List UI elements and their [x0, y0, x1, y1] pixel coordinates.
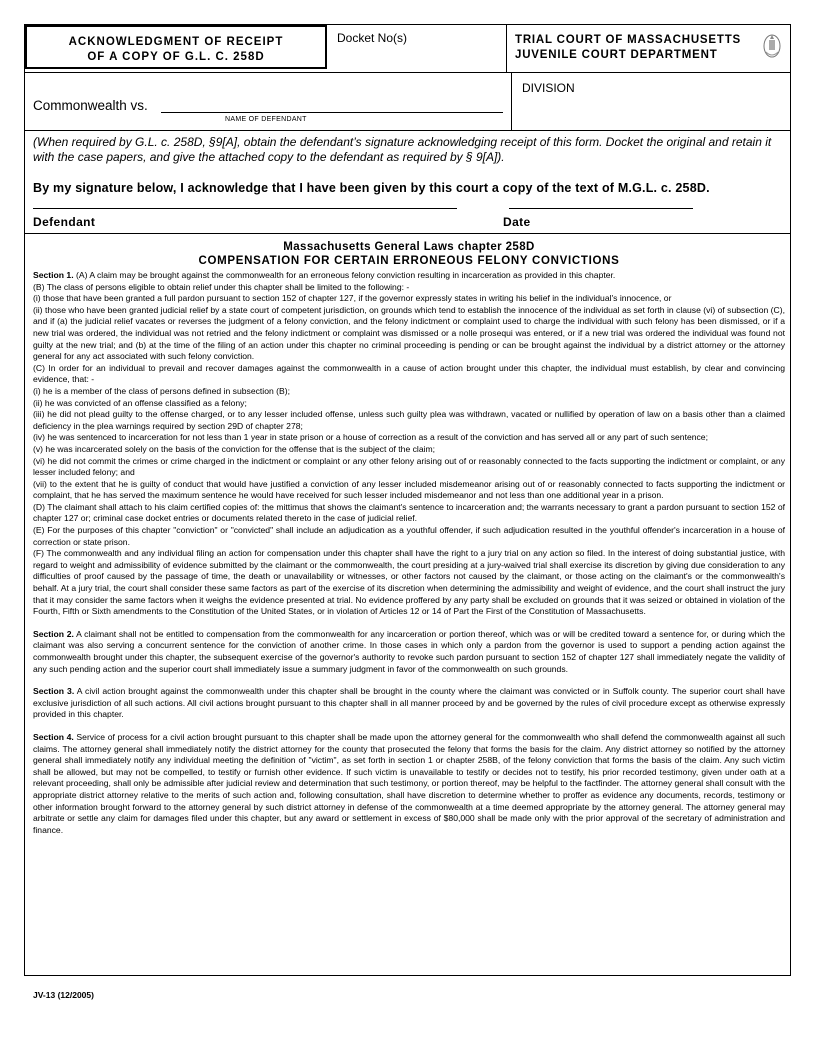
section-1-c-iii: (iii) he did not plead guilty to the offense charged, or to any lesser included offense, unless such guilty plea was withdrawn, vacated or nullified by operation of law on a basis other than a claimed deficiency in the plea warnings required by section 29D of chapter 278; — [33, 409, 785, 431]
section-4 — [33, 732, 785, 836]
section-1-c-ii: (ii) he was convicted of an offense classified as a felony; — [33, 397, 247, 408]
form-title-line2: OF A COPY OF G.L. C. 258D — [87, 51, 265, 63]
docket-label: Docket No(s) — [337, 31, 408, 45]
defendant-name-sublabel: NAME OF DEFENDANT — [225, 116, 307, 123]
section-1-c-vi: (vi) he did not commit the crimes or crime charged in the indictment or complaint or any other felony arising out of or reasonably connected to the facts supporting the indictment or complaint, or any lesser included felony; and — [33, 455, 785, 478]
form-number: JV-13 (12/2005) — [33, 990, 94, 1000]
state-seal-icon — [762, 32, 782, 60]
section-2 — [33, 629, 785, 675]
form-header — [25, 25, 790, 73]
section-1-c-i: (i) he is a member of the class of persons defined in subsection (B); — [33, 385, 290, 396]
section-1-a-text: (A) A claim may be brought against the commonwealth for an erroneous felony conviction resulting in incarceration as provided in this chapter. — [73, 270, 616, 280]
section-1-c-iv: (iv) he was sentenced to incarceration for not less than 1 year in state prison or a house of correction as a result of the conviction and has served all or any part of such sentence; — [33, 432, 708, 443]
statute-title: Massachusetts General Laws chapter 258D — [283, 241, 535, 253]
statute-text — [33, 236, 785, 836]
section-4-heading: Section 4. — [33, 731, 74, 742]
acknowledgment-statement: By my signature below, I acknowledge that I have been given by this court a copy of the text of M.G.L. c. 258D. — [33, 181, 710, 195]
section-1-f: (F) The commonwealth and any individual filing an action for compensation under this chapter shall have the right to a jury trial on any action so filed. In the interest of doing substantial justice, with regard to weight and admissibility of evidence submitted by the claimant or the commonwealth, the court presiding at a jury-waived trial shall exercise its discretion by giving due consideration to any difficulties of proof caused by the passage of time, the death or unavailability or witnesses, or other factors not caused by the claimant, or those acting on the claimant's or the commonwealth's behalf. At a jury trial, the court shall consider these same factors as part of the exercise of its discretion when determining the admissibility and weight of evidence, and the court shall instruct the jury that it may consider the same factors when it weighs the evidence presented at trial. No evidence proffered by any party shall be excluded on grounds that it was seized or obtained in violation of the Fourth, Fifth or Sixth amendments to the Constitution of the United States, or in violation of Articles 12 or 14 of Part the First of the Constitution of Massachusetts. — [33, 548, 785, 617]
court-name-box — [507, 25, 790, 72]
acknowledgment-section — [25, 130, 790, 234]
section-1-b: (B) The class of persons eligible to obtain relief under this chapter shall be limited to the following: - — [33, 281, 410, 292]
section-3-heading: Section 3. — [33, 686, 75, 697]
defendant-label: Defendant — [33, 215, 96, 229]
section-1-d: (D) The claimant shall attach to his claim certified copies of: the mittimus that shows the claimant's sentence to incarceration and; the warrants necessary to grant a pardon pursuant to section 152 of chapter 127 or; criminal case docket entries or documents related thereto in the case of judicial relief. — [33, 501, 785, 524]
form-frame — [24, 24, 791, 976]
caption-row — [25, 72, 790, 131]
section-4-text: Service of process for a civil action brought pursuant to this chapter shall be made upon the attorney general for the commonwealth who shall defend the commonwealth against all such claims. The attorney general shall immediately notify the district attorney for the county that prosecuted the felony that forms the basis for the claim. Any district attorney so notified by the attorney general shall immediately notify any individual meeting the definition of "victim", as set forth in section 1 or chapter 258B, of the felony conviction that forms the basis of the claim. Any such victim shall be allowed, but may not be compelled, to testify or furnish other evidence. If such victim is unavailable to testify or decides not to testify, his prior recorded testimony, given under oath at a relevant proceeding, shall only be admissible after judicial review and determination that such testimony, or portion thereof, may be helpful to the factfinder. The attorney general shall consult with the appropriate district attorney relative to the merits of such action and, following consultation, shall have discretion to determine whether to proffer as evidence any documents, records, testimony or other information brought forward to the attorney general by such district attorney in defense of the commonwealth at a time deemed appropriate by the attorney general. The attorney general may arbitrate or settle any claim for damages filed under this chapter, but any award or settlement in excess of $80,000 shall be made only with the prior approval of the secretary of administration and finance. — [33, 731, 786, 835]
date-signature-line[interactable] — [509, 196, 693, 209]
court-name-line1: TRIAL COURT OF MASSACHUSETTS — [515, 34, 741, 46]
form-title-box — [25, 25, 327, 69]
division-field[interactable] — [511, 72, 790, 130]
instructions-text: (When required by G.L. c. 258D, §9[A], obtain the defendant’s signature acknowledging receipt of this form. Docket the original and retain it with the case papers, and give the attached copy to the defendant as required by § 9[A]). — [33, 135, 772, 164]
section-2-heading: Section 2. — [33, 628, 74, 639]
division-label: DIVISION — [522, 81, 575, 95]
defendant-name-field[interactable] — [161, 112, 503, 113]
court-name-line2: JUVENILE COURT DEPARTMENT — [515, 49, 718, 61]
defendant-signature-line[interactable] — [33, 196, 457, 209]
form-title-line1: ACKNOWLEDGMENT OF RECEIPT — [68, 36, 284, 48]
section-1-c-vii: (vii) to the extent that he is guilty of conduct that would have justified a conviction of any lesser included misdemeanor arising out of or reasonably connected to facts supporting the indictment or complaint, that he has served the maximum sentence he would have received for such lesser included misdemeanor and not less than one additional year in a prison. — [33, 478, 785, 501]
section-1-c: (C) In order for an individual to prevail and recover damages against the commonwealth in a cause of action brought under this chapter, the individual must establish, by clear and convincing evidence, that: - — [33, 362, 785, 385]
section-2-text: A claimant shall not be entitled to compensation from the commonwealth for any incarceration or portion thereof, which was or will be credited toward a sentence for, or during which the claimant was also serving a concurrent sentence for the conviction of another crime. In those cases in which only a pardon from the governor is used to support a pending action against the commonwealth brought under this chapter, the subsequent exercise of the governor's authority to revoke such pardon pursuant to section 152 of chapter 127 shall immediately negate the validity of any such pending action and the superior court shall immediately issue a summary judgment in favor of the commonwealth on such grounds. — [33, 628, 785, 674]
date-label: Date — [503, 215, 531, 229]
section-1-heading: Section 1. — [33, 270, 74, 280]
section-1-a — [33, 270, 785, 282]
section-1-e: (E) For the purposes of this chapter "conviction" or "convicted" shall include an adjudication as a youthful offender, if such adjudication resulted in the youthful offender's incarceration in a house of correction or state prison. — [33, 525, 785, 547]
statute-subtitle: COMPENSATION FOR CERTAIN ERRONEOUS FELONY CONVICTIONS — [198, 255, 620, 267]
commonwealth-label: Commonwealth vs. — [33, 98, 148, 113]
section-3 — [33, 686, 785, 721]
section-3-text: A civil action brought against the commonwealth under this chapter shall be brought in the county where the claimant was convicted or in Suffolk county. The superior court shall have exclusive jurisdiction of all such actions. All civil actions brought pursuant to this chapter shall in all manner proceed by and be governed by the rules of civil procedure except as otherwise expressly provided in this chapter. — [33, 686, 786, 720]
section-1-b-ii: (ii) those who have been granted judicial relief by a state court of competent jurisdiction, on grounds which tend to establish the innocence of the individual as set forth in clause (vi) of subsection (C), and if (a) the judicial relief vacates or reverses the judgment of a felony conviction, and the felony indictment or complaint used to charge the individual with such felony has been dismissed, or if a new trial was ordered, the individual was not retried and the felony indictment or complaint was dismissed or a nolle prosequi was entered, or if a new trial was ordered the individual was found not guilty at the new trial; and (b) at the time of the filing of an action under this chapter no criminal proceeding is pending or can be brought against the individual by a district attorney or the attorney general for any act associated with such felony conviction. — [33, 304, 785, 362]
docket-number-field[interactable] — [327, 25, 507, 72]
section-1-c-v: (v) he was incarcerated solely on the basis of the conviction for the offense that is the subject of the claim; — [33, 443, 436, 454]
section-1-b-i: (i) those that have been granted a full pardon pursuant to section 152 of chapter 127, if the governor expressly states in writing his belief in the individual's innocence, or — [33, 293, 672, 304]
